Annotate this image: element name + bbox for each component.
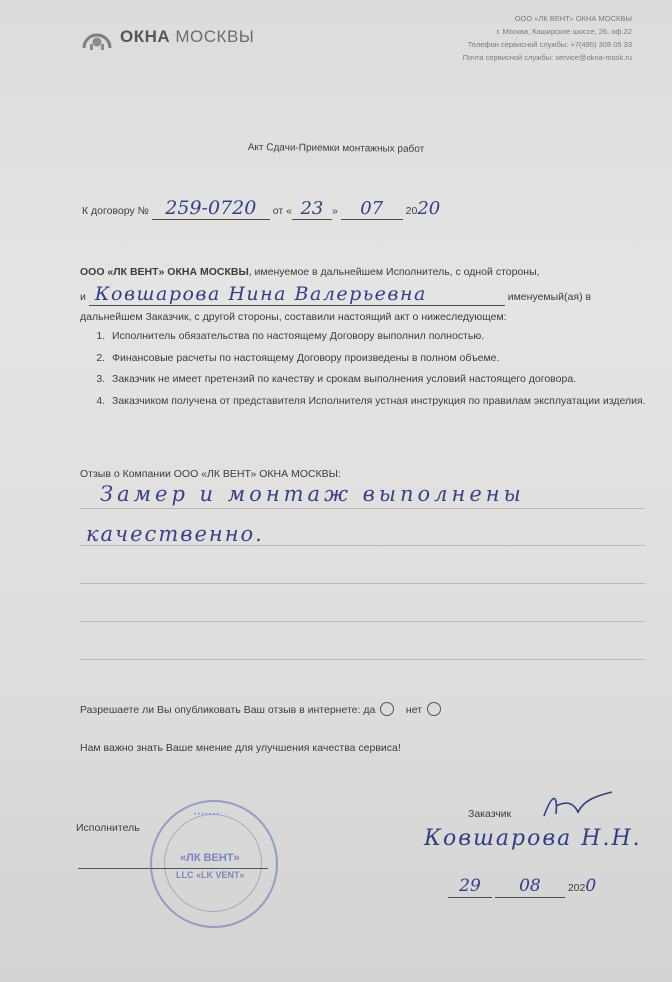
stamp-line2: LLC «LK VENT» (176, 870, 245, 880)
intro-line2 (80, 284, 660, 308)
stamp-line1: «ЛК ВЕНТ» (180, 852, 240, 864)
date-day: 29 (448, 876, 492, 898)
intro-line2-rest: именуемый(ая) в (507, 291, 592, 303)
contract-from: от « (272, 205, 292, 217)
contract-number: 259-0720 (152, 197, 270, 220)
publish-no-radio[interactable] (427, 702, 441, 716)
publish-question (80, 700, 441, 721)
company-name: ООО «ЛК ВЕНТ» ОКНА МОСКВЫ (514, 14, 632, 23)
contract-year-suffix: 20 (417, 198, 441, 219)
contract-year-prefix: 20 (405, 205, 418, 217)
ruled-line (80, 659, 645, 660)
obligations-list (88, 326, 658, 412)
contract-month: 07 (341, 198, 403, 220)
company-info (332, 12, 632, 64)
stamp-ring-text: • • • • • • • (194, 812, 219, 818)
list-item: 1. Исполнитель обязательства по настоящему Договору выполнил полностью. (108, 326, 658, 348)
logo-text: ОКНА МОСКВЫ (120, 27, 255, 46)
date-month: 08 (495, 876, 565, 898)
intro-line1-rest: , именуемое в дальнейшем Исполнитель, с одной стороны, (248, 266, 540, 278)
signature-date (448, 876, 596, 899)
logo-mark-icon (80, 22, 114, 52)
contract-line (82, 197, 440, 220)
publish-yes-radio[interactable] (380, 702, 394, 716)
contract-day: 23 (292, 198, 332, 220)
date-year-suffix: 0 (585, 876, 597, 896)
service-phone: Телефон сервисной службы: +7(495) 308 05 33 (467, 40, 632, 49)
publish-no-label: нет (405, 704, 423, 716)
opinion-note: Нам важно знать Ваше мнение для улучшения качества сервиса! (80, 742, 401, 754)
review-text-line2: качественно. (86, 522, 264, 546)
company-address: г. Москва, Каширское шоссе, 26, оф.22 (496, 27, 632, 36)
ruled-line (80, 508, 645, 509)
list-item: 2. Финансовые расчеты по настоящему Договору произведены в полном объеме. (108, 348, 658, 370)
customer-label: Заказчик (468, 808, 512, 820)
executor-label: Исполнитель (76, 822, 140, 834)
ruled-line (80, 621, 645, 622)
review-text-line1: Замер и монтаж выполнены (100, 482, 525, 506)
review-label: Отзыв о Компании ООО «ЛК ВЕНТ» ОКНА МОСКВЫ: (80, 468, 341, 480)
intro-and: и (80, 291, 86, 303)
customer-signature-name: Ковшарова Н.Н. (424, 826, 642, 851)
ruled-line (80, 583, 645, 584)
contract-prefix: К договору № (82, 205, 149, 217)
service-email: Почта сервисной службы: service@okna-mosk.ru (462, 53, 632, 62)
contract-sep: » (331, 205, 338, 217)
date-year-prefix: 202 (567, 882, 586, 894)
publish-question-text: Разрешаете ли Вы опубликовать Ваш отзыв в интернете: да (80, 704, 376, 716)
list-item: 3. Заказчик не имеет претензий по качеству и срокам выполнения условий настоящего договора. (108, 369, 658, 391)
intro-company: ООО «ЛК ВЕНТ» ОКНА МОСКВЫ (80, 266, 249, 278)
customer-name: Ковшарова Нина Валерьевна (89, 284, 505, 306)
document-title: Акт Сдачи-Приемки монтажных работ (247, 142, 425, 155)
customer-signature (538, 786, 618, 826)
list-item: 4. Заказчиком получена от представителя Исполнителя устная инструкция по правилам эксплуатации изделия. (108, 391, 658, 413)
obligations-list-wrap (88, 326, 658, 412)
intro-line3: дальнейшем Заказчик, с другой стороны, составили настоящий акт о нижеследующем: (80, 311, 507, 323)
company-logo (80, 22, 254, 52)
company-stamp (150, 800, 278, 928)
intro-line1 (80, 262, 660, 283)
intro-paragraph (80, 262, 660, 328)
